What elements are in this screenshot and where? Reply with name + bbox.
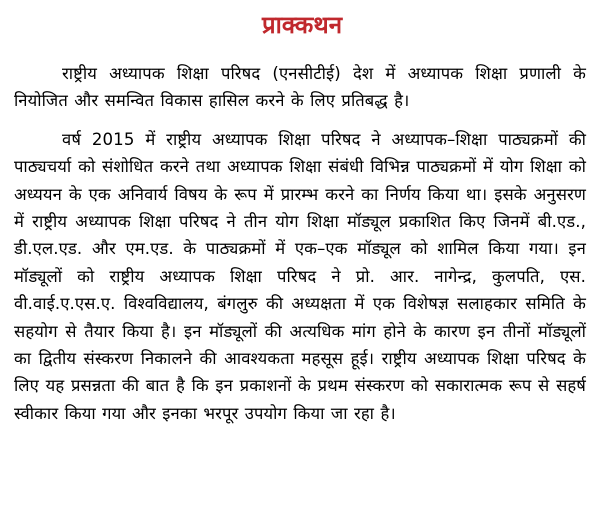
intro-paragraph: राष्ट्रीय अध्यापक शिक्षा परिषद (एनसीटीई) देश में अध्यापक शिक्षा प्रणाली के नियोजित और समन्वित विकास हासिल करने के लिए प्रतिबद्ध है। — [14, 64, 586, 111]
page-title: प्राक्कथन — [261, 11, 343, 39]
body-paragraph: वर्ष 2015 में राष्ट्रीय अध्यापक शिक्षा परिषद ने अध्यापक–शिक्षा पाठ्यक्रमों की पाठ्यचर्या को संशोधित करने तथा अध्यापक शिक्षा संबंधी विभिन्न पाठ्यक्रमों में योग शिक्षा को अध्ययन के एक अनिवार्य विषय के रूप में प्रारम्भ करने का निर्णय किया था। इसके अनुसरण में राष्ट्रीय अध्यापक शिक्षा परिषद ने तीन योग शिक्षा मॉड्यूल प्रकाशित किए जिनमें बी.एड., डी.एल.एड. और एम.एड. के पाठ्यक्रमों में एक–एक मॉड्यूल को शामिल किया गया। इन मॉड्यूलों को राष्ट्रीय अध्यापक शिक्षा परिषद ने प्रो. आर. नागेन्द्र, कुलपति, एस. वी.वाई.ए.एस.ए. विश्वविद्यालय, बंगलुरु की अध्यक्षता में एक विशेषज्ञ सलाहकार समिति के सहयोग से तैयार किया है। इन मॉड्यूलों की अत्यधिक मांग होने के कारण इन तीनों मॉड्यूलों का द्वितीय संस्करण निकालने की आवश्यकता महसूस हूई। राष्ट्रीय अध्यापक शिक्षा परिषद के लिए यह प्रसन्नता की बात है कि इन प्रकाशनों के प्रथम संस्करण को सकारात्मक रूप से सहर्ष स्वीकार किया गया और इनका भरपूर उपयोग किया जा रहा है। — [14, 129, 586, 423]
